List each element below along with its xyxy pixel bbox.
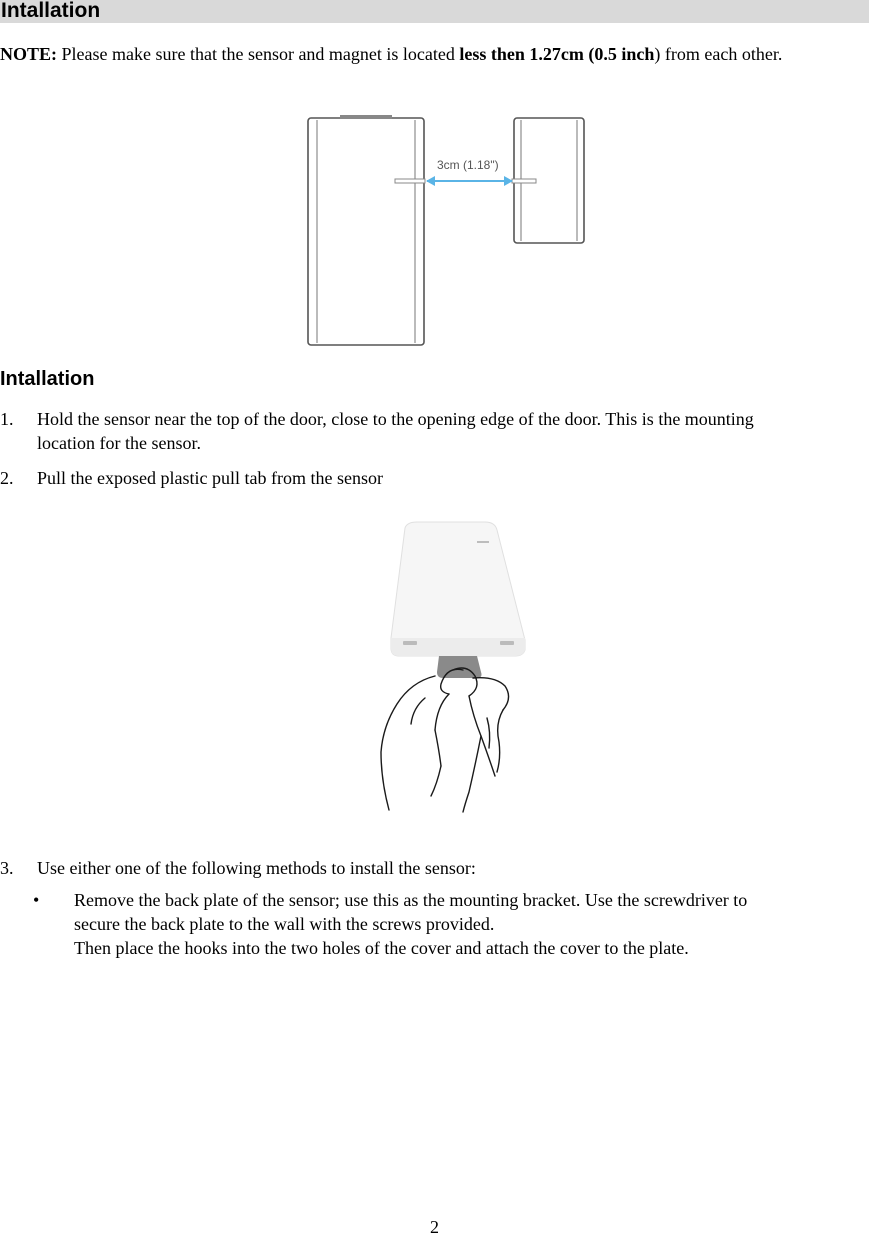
sensor-body (308, 118, 424, 345)
page-number: 2 (430, 1217, 439, 1237)
step-2 (0, 466, 869, 490)
note-text: Please make sure that the sensor and magnet is located (57, 44, 460, 64)
sensor-magnet-gap-figure (306, 115, 586, 348)
step-text: Pull the exposed plastic pull tab from the sensor (37, 468, 383, 488)
note-text-end: ) from each other. (654, 44, 783, 64)
bullet-symbol: • (33, 890, 40, 910)
bullet-line-3: Then place the hooks into the two holes of the cover and attach the cover to the plate. (74, 938, 689, 958)
step-number: 2. (0, 468, 14, 488)
step-text: Hold the sensor near the top of the door, close to the opening edge of the door. This is the mounting (37, 409, 754, 429)
bullet-line-1: Remove the back plate of the sensor; use this as the mounting bracket. Use the screwdriver to (74, 890, 748, 910)
hand-drawing (381, 668, 509, 812)
note-paragraph (0, 42, 868, 66)
section-header-bar (0, 0, 869, 23)
page-title: Intallation (1, 0, 101, 22)
pull-tab-figure (377, 520, 530, 816)
section-title: Intallation (0, 368, 95, 390)
bullet-line-2: secure the back plate to the wall with the screws provided. (74, 914, 495, 934)
sensor-device (391, 522, 525, 656)
distance-label: 3cm (1.18") (437, 158, 499, 172)
step-3 (0, 856, 869, 880)
step-1 (0, 407, 869, 455)
step-number: 1. (0, 409, 14, 429)
step-text: Use either one of the following methods to install the sensor: (37, 858, 476, 878)
note-label: NOTE: (0, 44, 58, 64)
step-number: 3. (0, 858, 14, 878)
note-distance: less then 1.27cm (0.5 inch (459, 44, 655, 64)
step-text-continued: location for the sensor. (37, 433, 201, 453)
